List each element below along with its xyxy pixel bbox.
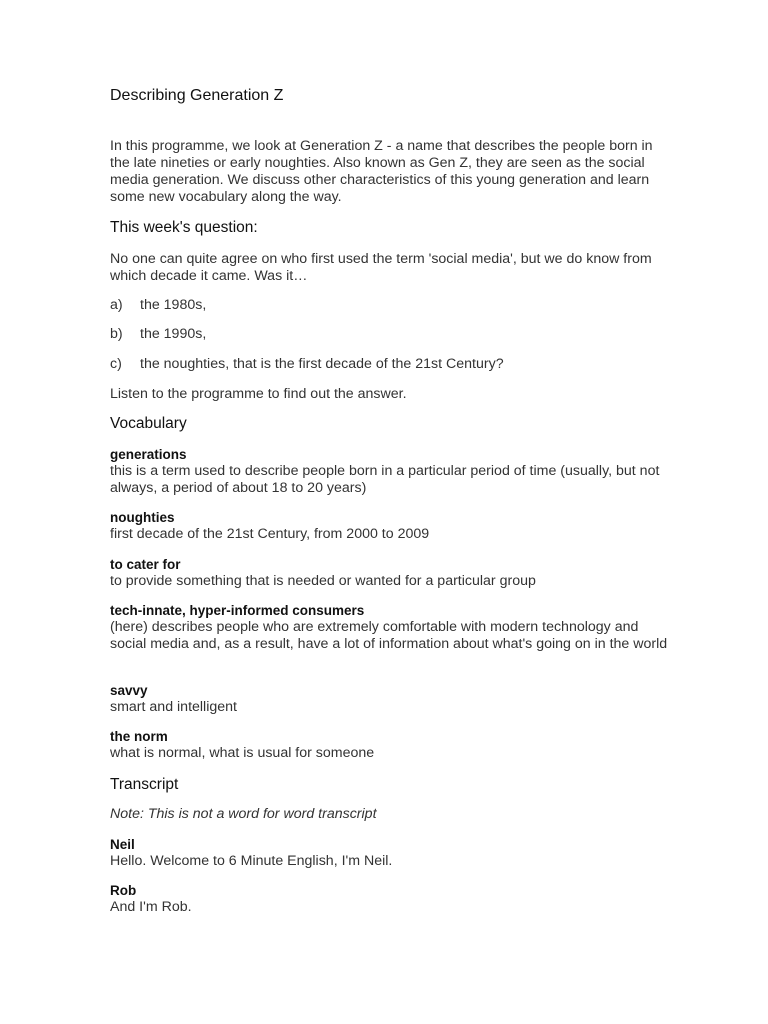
intro-paragraph: In this programme, we look at Generation Z - a name that describes the people born in the late nineties or early noughties. Also known as Gen Z, they are seen as the social media generation. We discuss other characteristics of this young generation and learn some new vocabulary along the way. bbox=[110, 138, 653, 205]
speaker-name: Neil bbox=[110, 837, 135, 852]
vocab-definition: first decade of the 21st Century, from 2000 to 2009 bbox=[110, 526, 430, 542]
vocab-definition: smart and intelligent bbox=[110, 699, 237, 715]
document-title: Describing Generation Z bbox=[110, 87, 284, 104]
vocab-term: to cater for bbox=[110, 557, 181, 572]
vocab-item-to-cater-for bbox=[110, 557, 670, 590]
speaker-text: Hello. Welcome to 6 Minute English, I'm Neil. bbox=[110, 853, 393, 869]
vocab-term: generations bbox=[110, 447, 187, 462]
question-heading: This week's question: bbox=[110, 219, 258, 236]
vocab-item-tech-innate bbox=[110, 603, 670, 653]
vocab-term: savvy bbox=[110, 683, 148, 698]
vocab-definition: this is a term used to describe people born in a particular period of time (usually, but not always, a period of about 18 to 20 years) bbox=[110, 463, 660, 496]
transcript-heading: Transcript bbox=[110, 776, 179, 793]
vocab-item-savvy bbox=[110, 683, 670, 716]
option-b bbox=[110, 326, 206, 343]
vocab-definition: what is normal, what is usual for someone bbox=[110, 745, 375, 761]
question-text: No one can quite agree on who first used the term 'social media', but we do know from which decade it came. Was it… bbox=[110, 251, 652, 284]
vocab-definition: (here) describes people who are extremely comfortable with modern technology and social media and, as a result, have a lot of information about what's going on in the world bbox=[110, 619, 668, 652]
option-letter: a) bbox=[110, 297, 123, 313]
vocab-item-the-norm bbox=[110, 729, 670, 762]
option-c bbox=[110, 356, 504, 373]
question-footer: Listen to the programme to find out the answer. bbox=[110, 386, 407, 402]
speaker-name: Rob bbox=[110, 883, 137, 898]
vocab-term: tech-innate, hyper-informed consumers bbox=[110, 603, 365, 618]
vocabulary-heading: Vocabulary bbox=[110, 415, 187, 432]
transcript-note: Note: This is not a word for word transcript bbox=[110, 806, 377, 822]
vocab-definition: to provide something that is needed or wanted for a particular group bbox=[110, 573, 536, 589]
vocab-term: noughties bbox=[110, 510, 175, 525]
option-text: the noughties, that is the first decade of the 21st Century? bbox=[140, 356, 504, 372]
option-letter: b) bbox=[110, 326, 123, 342]
vocab-term: the norm bbox=[110, 729, 168, 744]
option-text: the 1990s, bbox=[140, 326, 207, 342]
transcript-line-neil bbox=[110, 837, 670, 870]
transcript-line-rob bbox=[110, 883, 670, 916]
option-letter: c) bbox=[110, 356, 122, 372]
speaker-text: And I'm Rob. bbox=[110, 899, 192, 915]
option-text: the 1980s, bbox=[140, 297, 207, 313]
vocab-item-generations bbox=[110, 447, 670, 497]
option-a bbox=[110, 297, 206, 314]
vocab-item-noughties bbox=[110, 510, 670, 543]
